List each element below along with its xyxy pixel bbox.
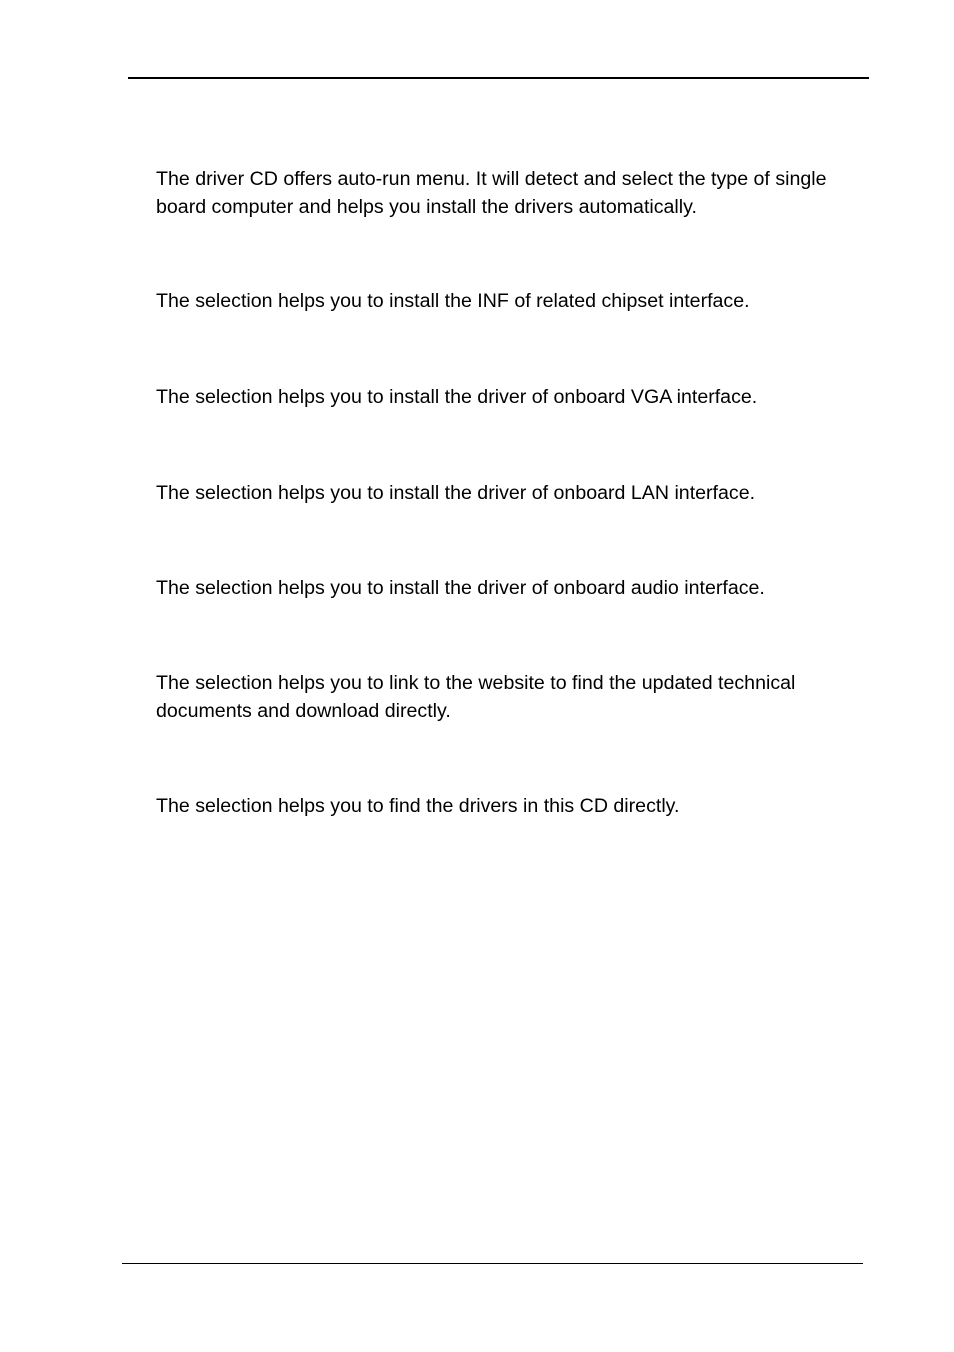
header-divider	[128, 77, 869, 79]
auto-run-description: The driver CD offers auto-run menu. It will detect and select the type of single board computer and helps you install the drivers automatically.	[156, 168, 827, 218]
footer-divider	[122, 1263, 863, 1264]
browse-cd-description: The selection helps you to find the drivers in this CD directly.	[156, 795, 680, 817]
vga-driver-description: The selection helps you to install the driver of onboard VGA interface.	[156, 386, 758, 408]
audio-driver-description: The selection helps you to install the driver of onboard audio interface.	[156, 577, 765, 599]
chipset-inf-description: The selection helps you to install the INF of related chipset interface.	[156, 290, 750, 312]
website-link-description: The selection helps you to link to the website to find the updated technical documents and download directly.	[156, 672, 796, 722]
lan-driver-description: The selection helps you to install the driver of onboard LAN interface.	[156, 482, 756, 504]
